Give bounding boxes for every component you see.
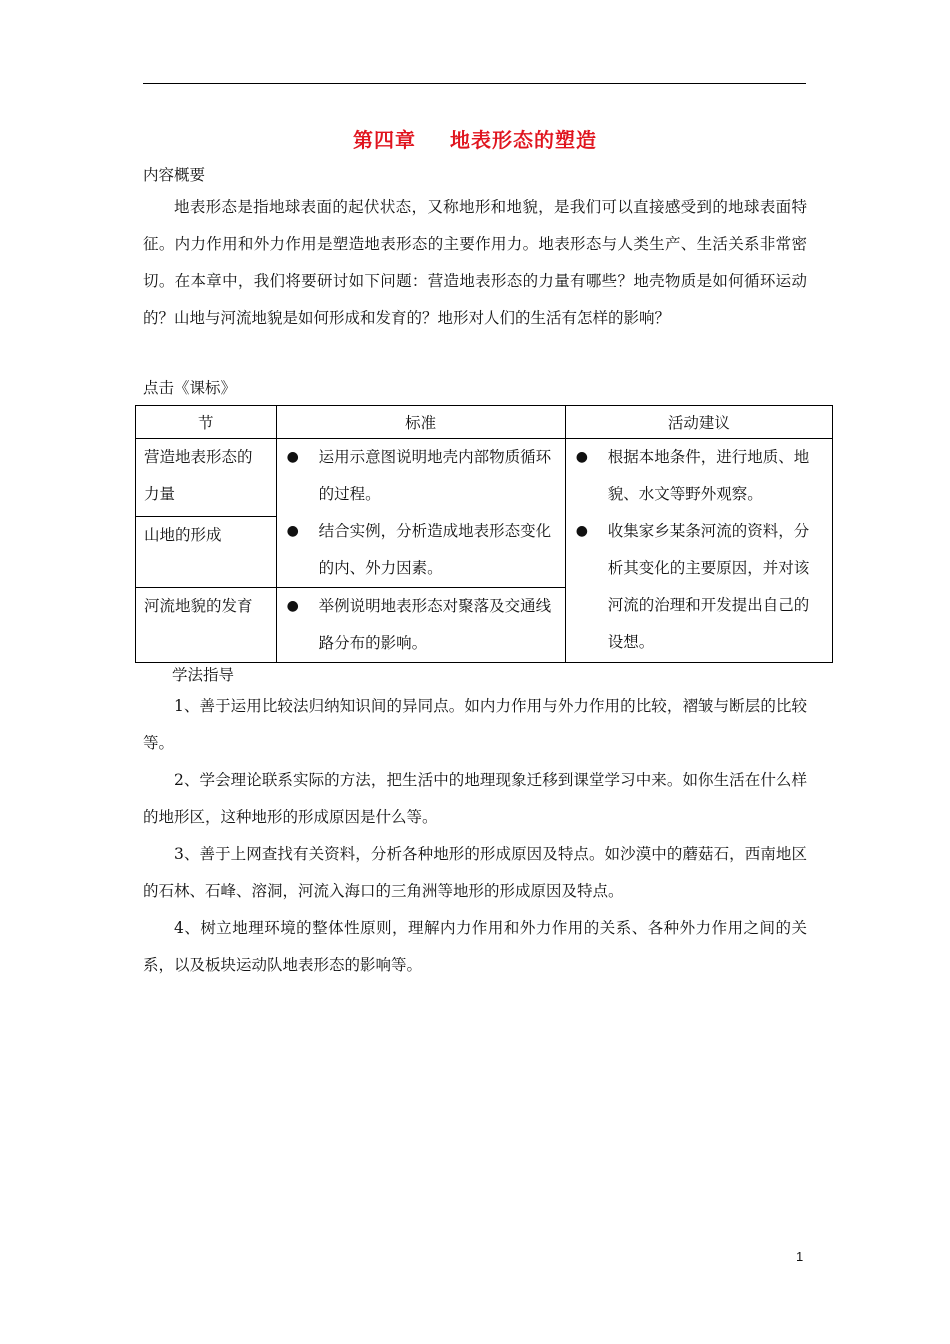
bullet-icon: ● <box>575 449 588 465</box>
standards-table <box>135 405 833 663</box>
chapter-number: 第四章 <box>353 128 416 152</box>
criteria-cell-top <box>276 439 565 588</box>
header-standard: 标准 <box>276 406 565 439</box>
overview-label: 内容概要 <box>143 166 206 184</box>
chapter-name: 地表形态的塑造 <box>450 128 597 152</box>
bullet-icon: ● <box>286 449 299 465</box>
bullet-icon: ● <box>575 523 588 539</box>
methods-label: 学法指导 <box>172 666 235 684</box>
standards-label: 点击《课标》 <box>143 379 237 397</box>
table-header-row <box>136 406 833 439</box>
section-cell: 河流地貌的发育 <box>136 588 277 663</box>
table-row <box>136 439 833 517</box>
overview-text: 地表形态是指地球表面的起伏状态，又称地形和地貌，是我们可以直接感受到的地球表面特征。内力作用和外力作用是塑造地表形态的主要作用力。地表形态与人类生产、生活关系非常密切。在本章中，我们将要研讨如下问题：营造地表形态的力量有哪些？地壳物质是如何循环运动的？山地与河流地貌是如何形成和发育的？地形对人们的生活有怎样的影响？ <box>143 198 807 327</box>
activity-cell <box>565 439 832 663</box>
chapter-title <box>0 124 950 153</box>
list-item: ● 收集家乡某条河流的资料，分析其变化的主要原因，并对该河流的治理和开发提出自己的设想。 <box>566 513 832 661</box>
list-item: ● 结合实例，分析造成地表形态变化的内、外力因素。 <box>277 513 565 587</box>
method-item-1: 1、善于运用比较法归纳知识间的异同点。如内力作用与外力作用的比较，褶皱与断层的比较等。 <box>143 697 807 752</box>
bullet-icon: ● <box>286 598 299 614</box>
header-rule <box>143 83 806 84</box>
bullet-icon: ● <box>286 523 299 539</box>
method-item-2: 2、学会理论联系实际的方法，把生活中的地理现象迁移到课堂学习中来。如你生活在什么样的地形区，这种地形的形成原因是什么等。 <box>143 771 807 826</box>
criteria-cell-bottom <box>276 588 565 663</box>
header-section: 节 <box>136 406 277 439</box>
header-activity: 活动建议 <box>565 406 832 439</box>
method-item-4: 4、树立地理环境的整体性原则，理解内力作用和外力作用的关系、各种外力作用之间的关系，以及板块运动队地表形态的影响等。 <box>143 919 807 974</box>
section-cell: 山地的形成 <box>136 517 277 588</box>
list-item: ● 运用示意图说明地壳内部物质循环的过程。 <box>277 439 565 513</box>
list-item: ● 举例说明地表形态对聚落及交通线路分布的影响。 <box>277 588 565 662</box>
method-item-3: 3、善于上网查找有关资料，分析各种地形的形成原因及特点。如沙漠中的蘑菇石，西南地区的石林、石峰、溶洞，河流入海口的三角洲等地形的形成原因及特点。 <box>143 845 807 900</box>
list-item: ● 根据本地条件，进行地质、地貌、水文等野外观察。 <box>566 439 832 513</box>
section-cell: 营造地表形态的力量 <box>136 439 277 517</box>
page-number: 1 <box>796 1249 804 1264</box>
